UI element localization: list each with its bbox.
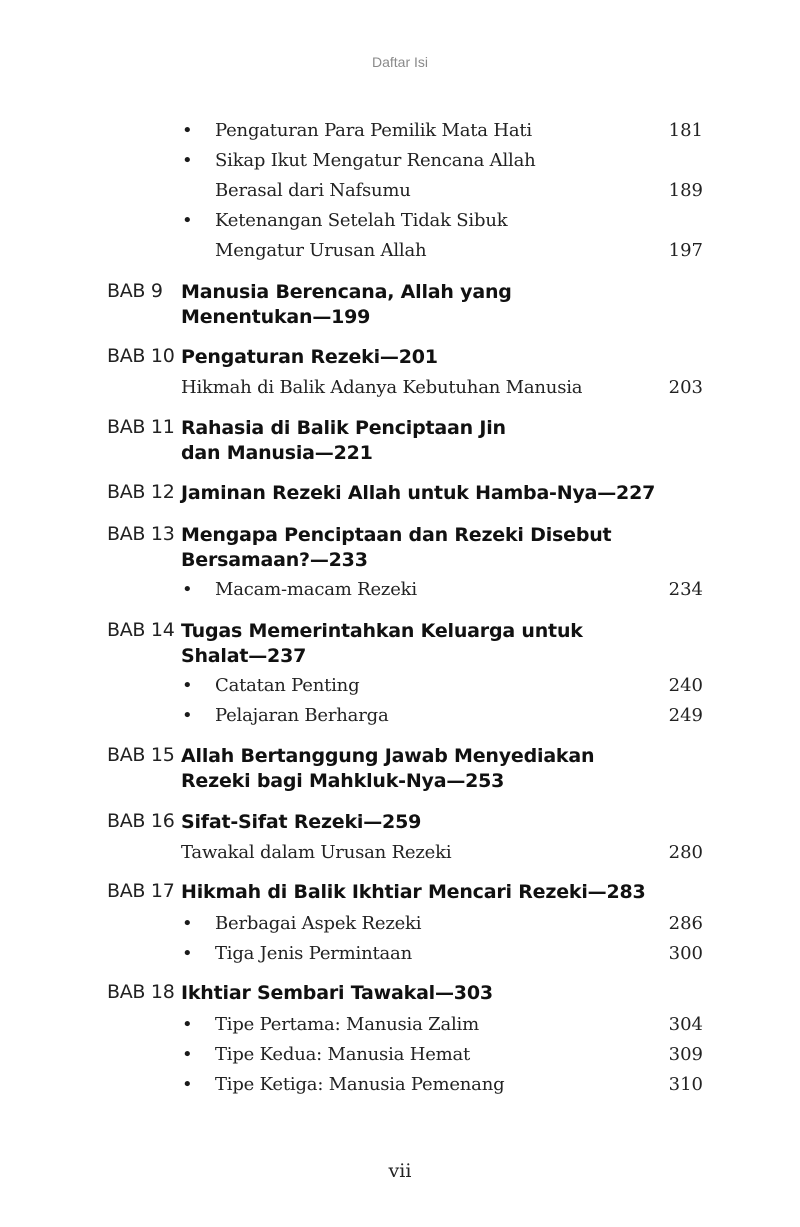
chapter-title-line: Menentukan—199 bbox=[181, 306, 371, 328]
chapter-label: BAB 17 bbox=[107, 880, 175, 902]
chapter-label: BAB 15 bbox=[107, 744, 175, 766]
running-header: Daftar Isi bbox=[371, 54, 428, 70]
page-number: 310 bbox=[668, 1074, 703, 1095]
bullet-icon: • bbox=[182, 1014, 193, 1035]
page-number: 181 bbox=[668, 120, 703, 141]
chapter-title-line: Allah Bertanggung Jawab Menyediakan bbox=[181, 745, 595, 767]
chapter-title[interactable]: Ikhtiar Sembari Tawakal—303 bbox=[181, 982, 493, 1004]
toc-entry[interactable]: Ketenangan Setelah Tidak Sibuk bbox=[215, 210, 508, 231]
toc-entry[interactable]: Pelajaran Berharga bbox=[215, 705, 389, 726]
toc-entry[interactable]: Berbagai Aspek Rezeki bbox=[215, 913, 422, 934]
chapter-title[interactable] bbox=[181, 744, 701, 794]
bullet-icon: • bbox=[182, 579, 193, 600]
toc-entry-continuation[interactable]: Berasal dari Nafsumu bbox=[215, 180, 411, 201]
toc-entry[interactable]: Tawakal dalam Urusan Rezeki bbox=[181, 842, 452, 863]
toc-entry[interactable]: Hikmah di Balik Adanya Kebutuhan Manusia bbox=[181, 377, 583, 398]
chapter-label: BAB 16 bbox=[107, 810, 175, 832]
chapter-title-line: Manusia Berencana, Allah yang bbox=[181, 281, 512, 303]
toc-entry-continuation[interactable]: Mengatur Urusan Allah bbox=[215, 240, 427, 261]
bullet-icon: • bbox=[182, 150, 193, 171]
page-number: 309 bbox=[668, 1044, 703, 1065]
page-number: 203 bbox=[668, 377, 703, 398]
chapter-title[interactable]: Hikmah di Balik Ikhtiar Mencari Rezeki—283 bbox=[181, 881, 646, 903]
chapter-label: BAB 13 bbox=[107, 523, 175, 545]
chapter-title-line: Rahasia di Balik Penciptaan Jin bbox=[181, 417, 506, 439]
page-number: 189 bbox=[668, 180, 703, 201]
chapter-label: BAB 12 bbox=[107, 481, 175, 503]
bullet-icon: • bbox=[182, 1074, 193, 1095]
bullet-icon: • bbox=[182, 675, 193, 696]
page-number: 234 bbox=[668, 579, 703, 600]
chapter-title[interactable]: Sifat-Sifat Rezeki—259 bbox=[181, 811, 422, 833]
bullet-icon: • bbox=[182, 120, 193, 141]
page-number: 300 bbox=[668, 943, 703, 964]
bullet-icon: • bbox=[182, 943, 193, 964]
page-number: 197 bbox=[668, 240, 703, 261]
toc-entry[interactable]: Catatan Penting bbox=[215, 675, 360, 696]
chapter-label: BAB 9 bbox=[107, 280, 163, 302]
bullet-icon: • bbox=[182, 705, 193, 726]
chapter-title[interactable] bbox=[181, 416, 701, 466]
folio-page-number: vii bbox=[388, 1160, 412, 1182]
chapter-label: BAB 18 bbox=[107, 981, 175, 1003]
page-number: 280 bbox=[668, 842, 703, 863]
chapter-title[interactable] bbox=[181, 280, 701, 330]
toc-entry[interactable]: Pengaturan Para Pemilik Mata Hati bbox=[215, 120, 532, 141]
toc-entry[interactable]: Tipe Kedua: Manusia Hemat bbox=[215, 1044, 471, 1065]
page-number: 304 bbox=[668, 1014, 703, 1035]
page-number: 286 bbox=[668, 913, 703, 934]
chapter-title-line: Mengapa Penciptaan dan Rezeki Disebut bbox=[181, 524, 612, 546]
page-number: 240 bbox=[668, 675, 703, 696]
chapter-title-line: Bersamaan?—233 bbox=[181, 549, 368, 571]
bullet-icon: • bbox=[182, 1044, 193, 1065]
bullet-icon: • bbox=[182, 210, 193, 231]
chapter-title-line: Shalat—237 bbox=[181, 645, 307, 667]
chapter-title[interactable]: Pengaturan Rezeki—201 bbox=[181, 346, 438, 368]
chapter-title[interactable] bbox=[181, 523, 701, 573]
toc-entry[interactable]: Tipe Ketiga: Manusia Pemenang bbox=[215, 1074, 505, 1095]
toc-entry[interactable]: Tipe Pertama: Manusia Zalim bbox=[215, 1014, 479, 1035]
page-number: 249 bbox=[668, 705, 703, 726]
chapter-title[interactable]: Jaminan Rezeki Allah untuk Hamba-Nya—227 bbox=[181, 482, 656, 504]
chapter-title-line: Rezeki bagi Mahkluk-Nya—253 bbox=[181, 770, 505, 792]
bullet-icon: • bbox=[182, 913, 193, 934]
toc-entry[interactable]: Sikap Ikut Mengatur Rencana Allah bbox=[215, 150, 536, 171]
chapter-label: BAB 14 bbox=[107, 619, 175, 641]
chapter-title[interactable] bbox=[181, 619, 701, 669]
toc-entry[interactable]: Tiga Jenis Permintaan bbox=[215, 943, 412, 964]
chapter-label: BAB 10 bbox=[107, 345, 175, 367]
chapter-title-line: Tugas Memerintahkan Keluarga untuk bbox=[181, 620, 583, 642]
chapter-label: BAB 11 bbox=[107, 416, 175, 438]
toc-entry[interactable]: Macam-macam Rezeki bbox=[215, 579, 417, 600]
chapter-title-line: dan Manusia—221 bbox=[181, 442, 373, 464]
